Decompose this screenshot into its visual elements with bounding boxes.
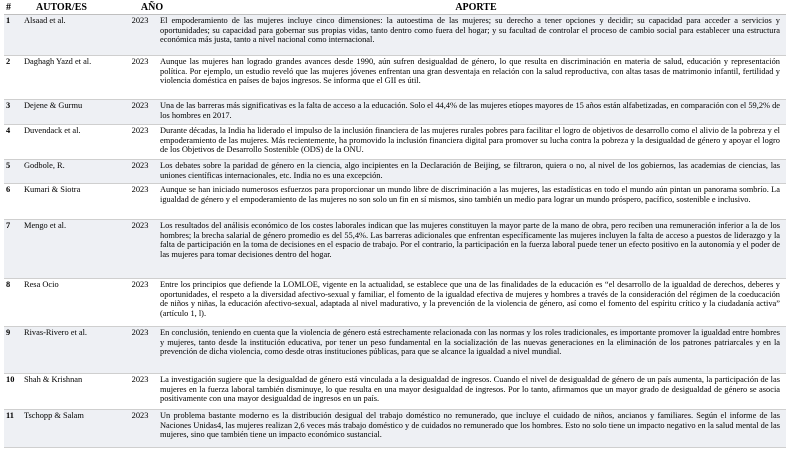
row-year: 2023 — [131, 101, 149, 110]
table-row — [4, 374, 786, 410]
row-num: 11 — [6, 411, 14, 420]
row-contribution: La investigación sugiere que la desigualdad de género está vinculada a la desigualdad de ingresos. Cuando el nivel de desigualdad de género de un país aumenta, la participación de las mujeres en la fuerza laboral también disminuye, lo que resulta en una mayor desigualdad de ingresos. Por lo tanto, afirmamos que un mayor grado de desigualdad de género se asocia positivamente con una mayor desigualdad de ingresos en un país. — [160, 375, 780, 404]
row-author: Alsaad et al. — [24, 16, 66, 25]
row-year: 2023 — [131, 280, 149, 289]
row-author: Shah & Krishnan — [24, 375, 83, 384]
row-contribution: Aunque se han iniciado numerosos esfuerzos para proporcionar un mundo libre de discriminación a las mujeres, las estadísticas en todo el mundo aún pintan un panorama sombrío. La igualdad de género y el empoderamiento de las mujeres no son solo un fin en sí mismos, sino también un medio para lograr un mundo próspero, pacífico, sostenible e inclusivo. — [160, 185, 780, 204]
row-year: 2023 — [131, 57, 149, 66]
literature-table — [4, 2, 786, 448]
row-num: 7 — [6, 221, 11, 230]
table-row — [4, 15, 786, 56]
table-row — [4, 100, 786, 125]
table-row — [4, 279, 786, 327]
row-contribution: Entre los principios que defiende la LOMLOE, vigente en la actualidad, se establece que una de las finalidades de la educación es “el desarrollo de la igualdad de derechos, deberes y oportunidades, el respeto a la diversidad afectivo-sexual y familiar, el fomento de la igualdad efectiva de mujeres y hombres a través de la consideración del régimen de la coeducación de niños y niñas, la educación afectivo-sexual, adaptada al nivel madurativo, y la prevención de la violencia de género, así como el fomento del espíritu crítico y la ciudadanía activa” (artículo 1, l). — [160, 280, 780, 318]
row-year: 2023 — [131, 161, 149, 170]
row-num: 10 — [6, 375, 15, 384]
row-num: 6 — [6, 185, 11, 194]
row-contribution: Un problema bastante moderno es la distribución desigual del trabajo doméstico no remunerado, que incluye el cuidado de niños, ancianos y familiares. Según el informe de las Naciones Unidas4, las mujeres realizan 2,6 veces más trabajo doméstico y de cuidados no remunerado que los hombres. Esto no solo tiene un impacto negativo en la salud mental de las mujeres, sino que también tiene un impacto económico sustancial. — [160, 411, 780, 440]
row-author: Godbole, R. — [24, 161, 65, 170]
row-author: Resa Ocio — [24, 280, 59, 289]
row-year: 2023 — [131, 126, 149, 135]
row-author: Daghagh Yazd et al. — [24, 57, 92, 66]
row-author: Duvendack et al. — [24, 126, 81, 135]
row-num: 3 — [6, 101, 11, 110]
row-num: 1 — [6, 16, 11, 25]
row-num: 8 — [6, 280, 11, 289]
table-row — [4, 327, 786, 374]
row-author: Kumari & Siotra — [24, 185, 81, 194]
table-body — [4, 15, 786, 448]
table-header — [4, 2, 786, 15]
row-author: Rivas-Rivero et al. — [24, 328, 88, 337]
row-num: 9 — [6, 328, 11, 337]
row-year: 2023 — [131, 185, 149, 194]
row-contribution: El empoderamiento de las mujeres incluye cinco dimensiones: la autoestima de las mujeres; su derecho a tener opciones y decidir; su capacidad para acceder a servicios y oportunidades; su capacidad para gobernar sus propias vidas, tanto dentro como fuera del hogar; y su facultad de controlar el proceso de cambio social para establecer una estructura económica más justa, tanto a nivel nacional como internacional. — [160, 16, 780, 45]
header-year: AÑO — [140, 2, 164, 13]
row-author: Dejene & Gurmu — [24, 101, 83, 110]
row-author: Mengo et al. — [24, 221, 67, 230]
row-contribution: Los resultados del análisis económico de los costes laborales indican que las mujeres constituyen la mayor parte de la mano de obra, pero reciben una remuneración inferior a la de los hombres; la brecha salarial de género promedio es del 55,4%. Las barreras adicionales que enfrentan específicamente las mujeres incluyen la falta de acceso a puestos de liderazgo y la falta de participación en la toma de decisiones en el espacio de trabajo. Por el contrario, la participación en la fuerza laboral puede tener un efecto positivo en la autonomía y el poder de las mujeres para tomar decisiones dentro del hogar. — [160, 221, 780, 259]
row-contribution: Los debates sobre la paridad de género en la ciencia, algo incipientes en la Declaración de Beijing, se filtraron, quiera o no, al nivel de los gobiernos, las academias de ciencias, las uniones científicas internacionales, etc. India no es una excepción. — [160, 161, 780, 180]
header-contribution: APORTE — [455, 2, 497, 13]
table-row — [4, 184, 786, 220]
table-row — [4, 56, 786, 100]
table-row — [4, 160, 786, 184]
row-year: 2023 — [131, 328, 149, 337]
row-num: 5 — [6, 161, 11, 170]
row-contribution: Una de las barreras más significativas es la falta de acceso a la educación. Solo el 44,4% de las mujeres etíopes mayores de 15 años están alfabetizadas, en comparación con el 59,2% de los hombres en 2017. — [160, 101, 780, 120]
row-contribution: Aunque las mujeres han logrado grandes avances desde 1990, aún sufren desigualdad de género, lo que resulta en discriminación en materia de salud, educación y representación política. Por ejemplo, un estudio reveló que las mujeres jóvenes enfrentan una gran desventaja en relación con la salud reproductiva, con altas tasas de matrimonio infantil, fertilidad y violencia doméstica en países de bajos ingresos. Se informa que el GII es útil. — [160, 57, 780, 86]
row-year: 2023 — [131, 16, 149, 25]
row-contribution: En conclusión, teniendo en cuenta que la violencia de género está estrechamente relacionada con las normas y los roles tradicionales, es importante promover la igualdad entre hombres y mujeres, tanto desde la institución educativa, por tener un peso fundamental en la socialización de las nuevas generaciones en la eliminación de los patrones patriarcales y en la prevención de dicha violencia, como desde otras instituciones públicas, para que se alcance la igualdad a nivel mundial. — [160, 328, 780, 357]
row-year: 2023 — [131, 375, 149, 384]
header-num: # — [6, 2, 11, 13]
row-author: Tschopp & Salam — [24, 411, 84, 420]
table-row — [4, 220, 786, 279]
row-num: 4 — [6, 126, 11, 135]
row-num: 2 — [6, 57, 11, 66]
row-contribution: Durante décadas, la India ha liderado el impulso de la inclusión financiera de las mujeres rurales pobres para facilitar el logro de objetivos de desarrollo como el alivio de la pobreza y el empoderamiento de las mujeres. Más recientemente, ha promovido la inclusión financiera digital para promover su lucha contra la pobreza y la desigualdad de género y apoyar el logro de los Objetivos de Desarrollo Sostenible (ODS) de la ONU. — [160, 126, 780, 155]
row-year: 2023 — [131, 221, 149, 230]
header-author: AUTOR/ES — [36, 2, 87, 13]
table-row — [4, 410, 786, 448]
table-row — [4, 125, 786, 160]
row-year: 2023 — [131, 411, 149, 420]
